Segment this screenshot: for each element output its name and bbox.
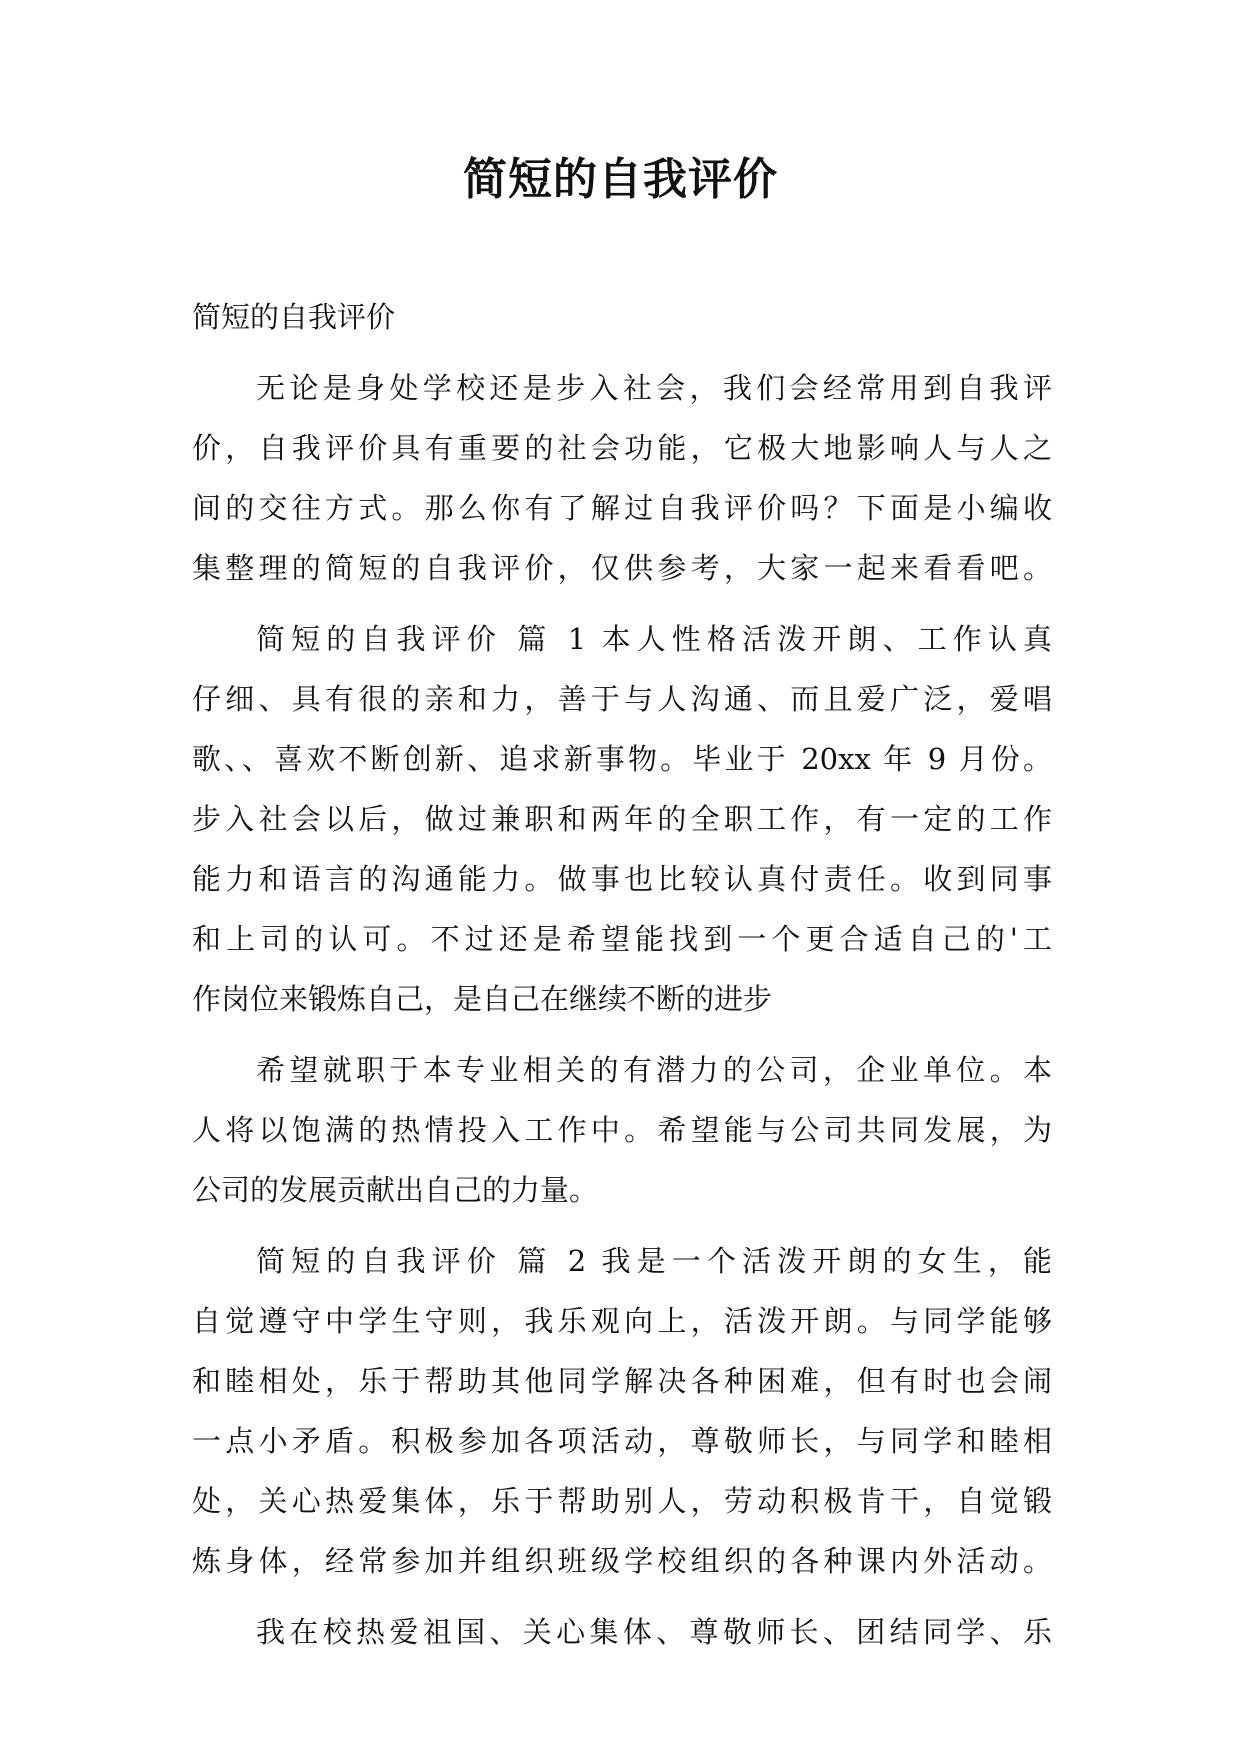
paragraph-line: 公司的发展贡献出自己的力量。: [192, 1173, 599, 1207]
paragraph-line: 自觉遵守中学生守则，我乐观向上，活泼开朗。与同学能够: [192, 1304, 1052, 1338]
intro-paragraph: [192, 358, 1052, 598]
paragraph-line: 一点小矛盾。积极参加各项活动，尊敬师长，与同学和睦相: [192, 1424, 1052, 1458]
paragraph-line: 作岗位来锻炼自己，是自己在继续不断的进步: [192, 982, 773, 1016]
paragraph-line: 人将以饱满的热情投入工作中。希望能与公司共同发展，为: [192, 1113, 1052, 1147]
paragraph-line: 集整理的简短的自我评价，仅供参考，大家一起来看看吧。: [192, 551, 1052, 585]
paragraph-line: 间的交往方式。那么你有了解过自我评价吗？下面是小编收: [192, 491, 1052, 525]
paragraph-line: 炼身体，经常参加并组织班级学校组织的各种课内外活动。: [192, 1544, 1052, 1578]
article-1-continuation: [192, 1040, 1052, 1220]
article-1-paragraph: [192, 609, 1052, 1029]
paragraph-line: 无论是身处学校还是步入社会，我们会经常用到自我评: [256, 371, 1052, 405]
paragraph-line: 处，关心热爱集体，乐于帮助别人，劳动积极肯干，自觉锻: [192, 1484, 1052, 1518]
paragraph-line: 歌、、喜欢不断创新、追求新事物。毕业于 20xx 年 9 月份。: [192, 742, 1052, 776]
paragraph-line: 和上司的认可。不过还是希望能找到一个更合适自己的'工: [192, 922, 1052, 956]
document-title: 简短的自我评价: [463, 154, 778, 205]
paragraph-line: 价，自我评价具有重要的社会功能，它极大地影响人与人之: [192, 431, 1052, 465]
paragraph-line: 简短的自我评价 篇 2 我是一个活泼开朗的女生，能: [256, 1244, 1052, 1278]
article-2-paragraph: [192, 1231, 1052, 1591]
article-2-continuation: [192, 1602, 1052, 1662]
paragraph-line: 简短的自我评价 篇 1 本人性格活泼开朗、工作认真: [256, 622, 1052, 656]
document-body: [192, 287, 1052, 1662]
document-subtitle: 简短的自我评价: [192, 300, 396, 334]
paragraph-line: 仔细、具有很的亲和力，善于与人沟通、而且爱广泛，爱唱: [192, 682, 1052, 716]
paragraph-line: 步入社会以后，做过兼职和两年的全职工作，有一定的工作: [192, 802, 1052, 836]
paragraph-line: 和睦相处，乐于帮助其他同学解决各种困难，但有时也会闹: [192, 1364, 1052, 1398]
paragraph-line: 我在校热爱祖国、关心集体、尊敬师长、团结同学、乐: [256, 1615, 1052, 1649]
paragraph-line: 希望就职于本专业相关的有潜力的公司，企业单位。本: [256, 1053, 1052, 1087]
paragraph-line: 能力和语言的沟通能力。做事也比较认真付责任。收到同事: [192, 862, 1052, 896]
